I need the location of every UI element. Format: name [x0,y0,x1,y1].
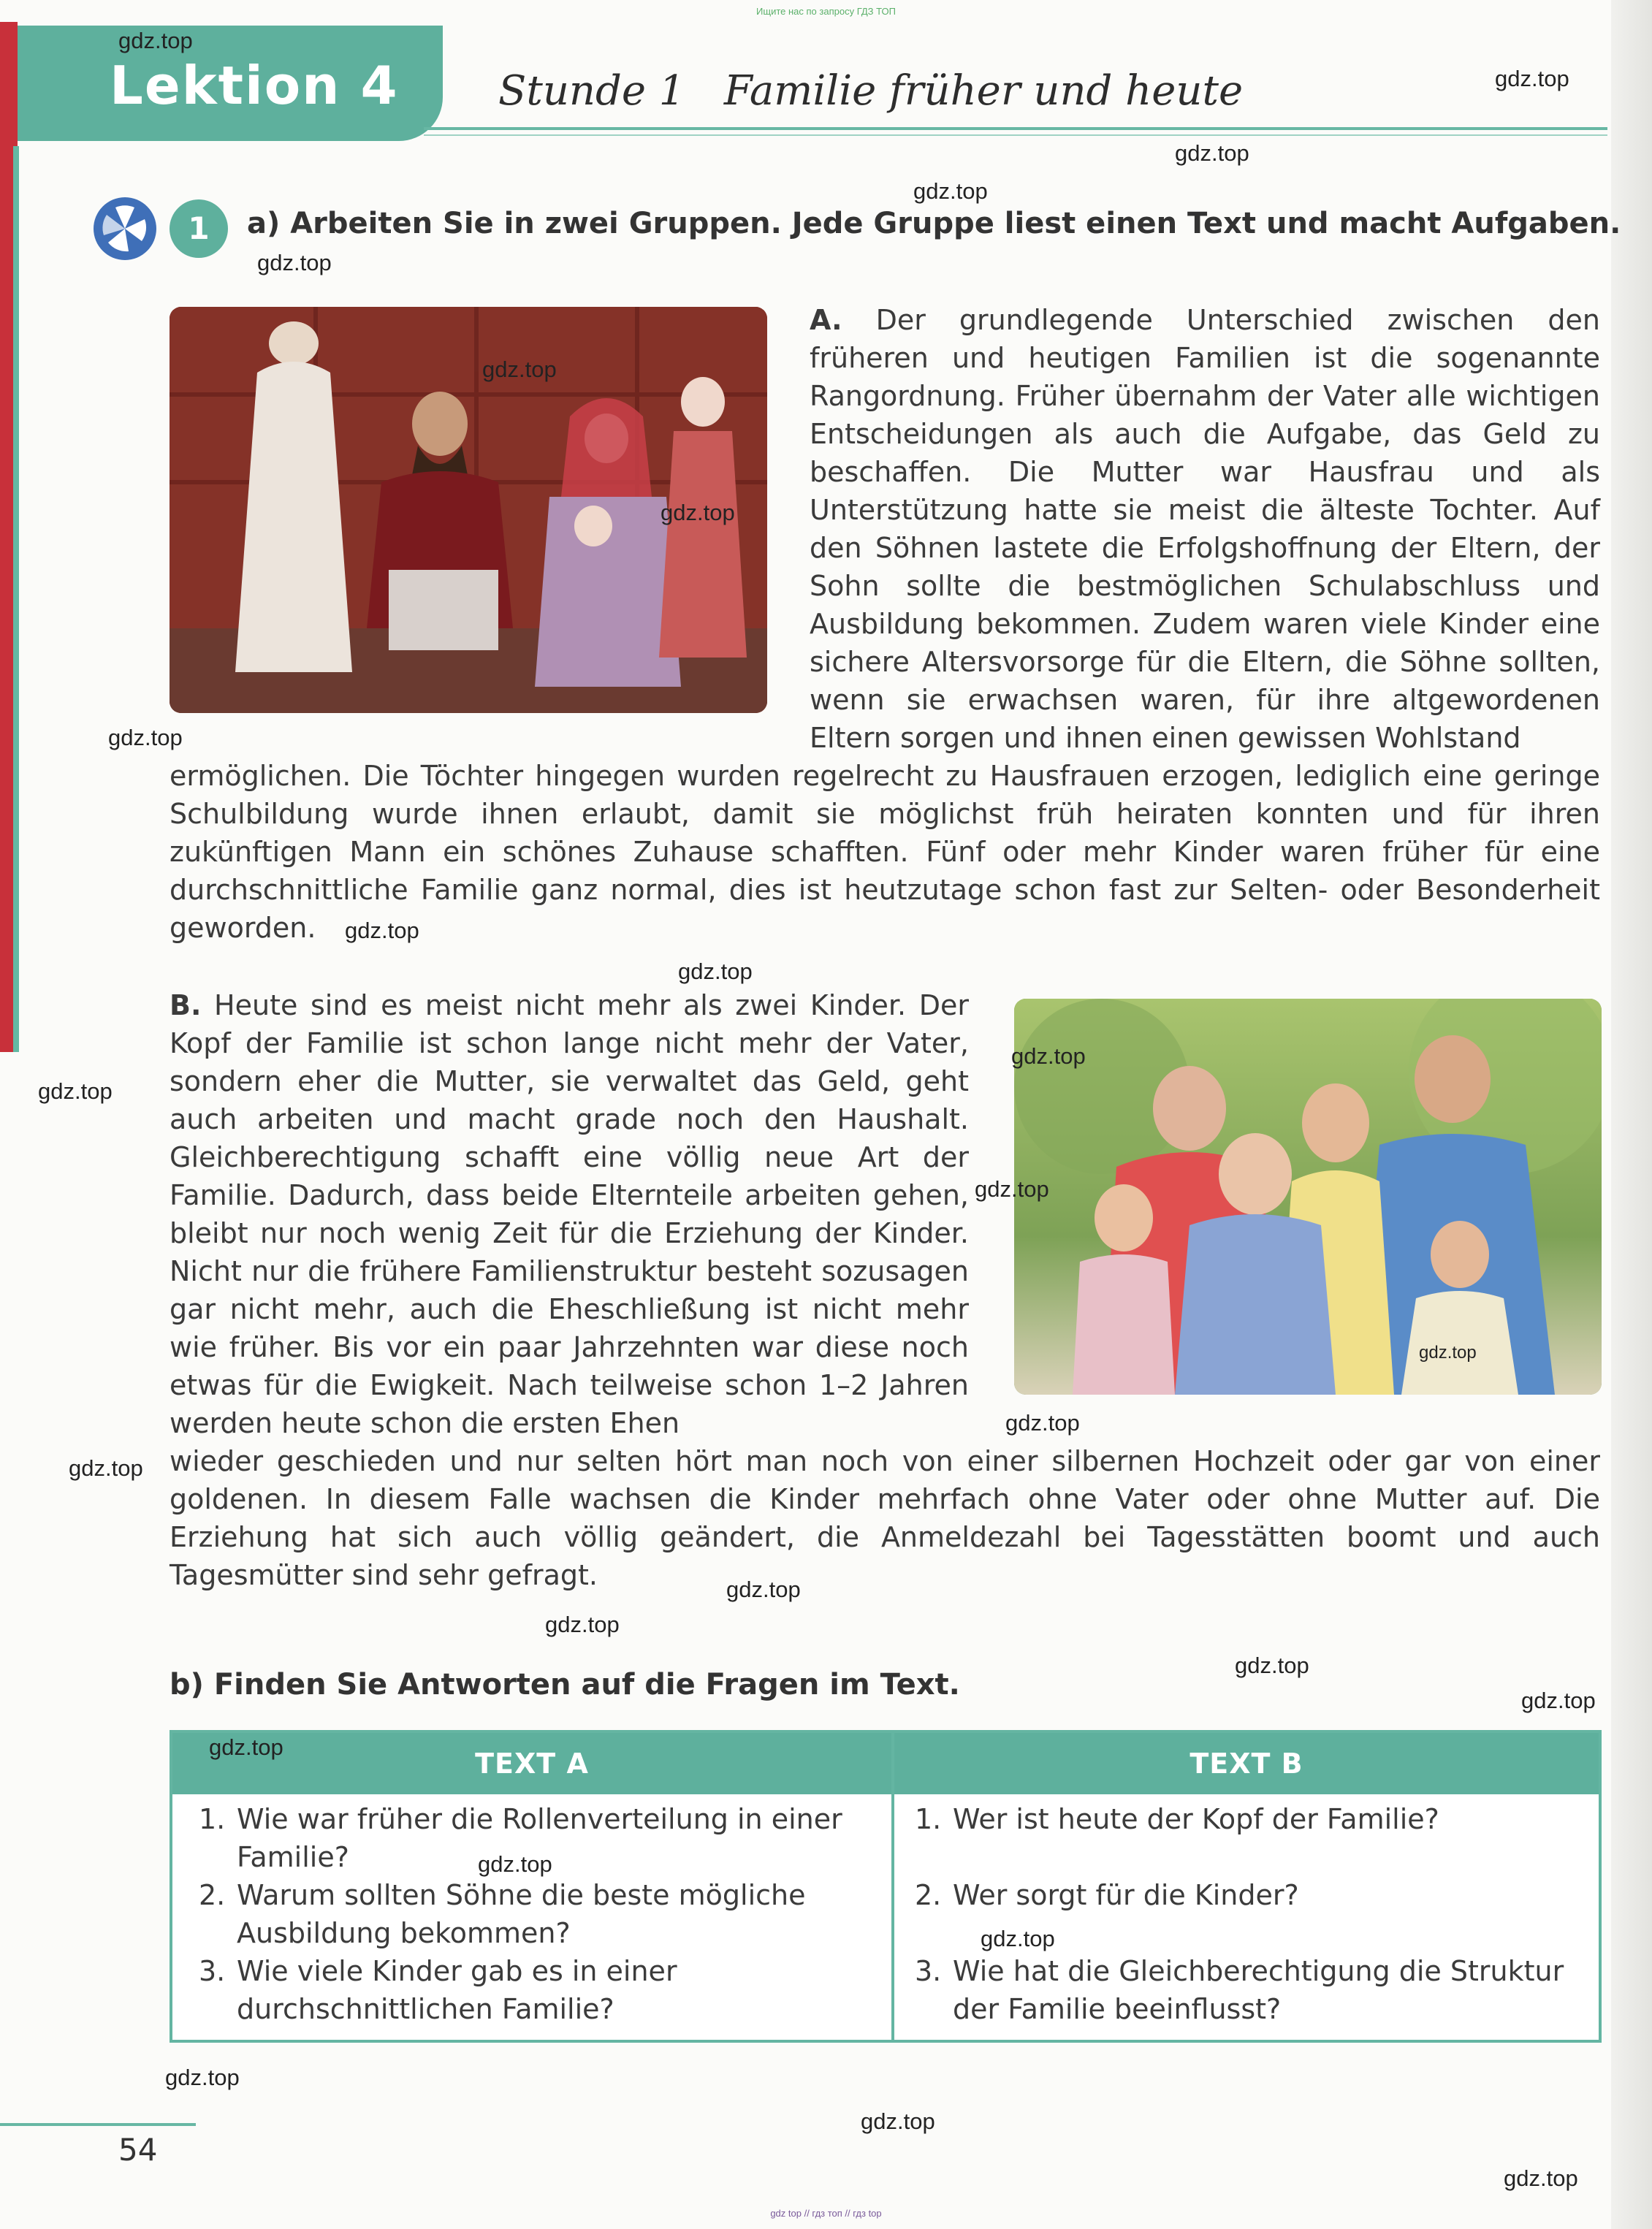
watermark: gdz.top [726,1577,801,1602]
watermark: gdz.top [981,1926,1055,1951]
lesson-title: Lektion 4 [110,55,399,116]
header-rule [424,127,1607,130]
question-b-2: 2. Wer sorgt für die Kinder? [915,1879,1299,1911]
task-1b-instruction: b) Finden Sie Antworten auf die Fragen im Text. [170,1668,960,1702]
watermark: gdz.top [678,959,753,984]
stunde-label: Stunde 1 [498,67,685,115]
question-a-2: 2. Warum sollten Söhne die beste mögliche Ausbildung bekommen? [199,1879,806,1949]
watermark: gdz.top [69,1455,143,1481]
page-number: 54 [118,2132,158,2168]
text-b-paragraph-part1 [170,986,969,1442]
watermark: gdz.top [913,178,988,204]
column-divider [891,1733,894,2040]
page-gutter-shade [1611,0,1652,2229]
bottom-note: gdz top // гдз топ // гдз top [770,2208,882,2219]
watermark: gdz.top [345,918,419,943]
reading-task-icon [94,197,156,260]
watermark: gdz.top [478,1851,552,1877]
watermark: gdz.top [108,725,183,750]
questions-table [170,1730,1602,2043]
watermark: gdz.top [118,28,193,53]
watermark: gdz.top [1005,1410,1080,1436]
stunde-heading [498,67,1243,115]
modern-family-photo [1014,999,1602,1395]
column-header-text-b: TEXT B [1189,1748,1303,1780]
questions-a-list [199,1800,859,2028]
questions-b-list [915,1800,1572,2028]
text-b-part1: Heute sind es meist nicht mehr als zwei Kinder. Der Kopf der Familie ist schon lange nicht mehr der Vater, sondern eher die Mutter, sie verwaltet das Geld, geht auch arbeiten und macht grade noch den Haushalt. Gleichberechtigung schafft eine völlig neue Art der Familie. Dadurch, dass beide Elternteile arbeiten gehen, bleibt nur noch wenig Zeit für die Erziehung der Kinder. Nicht nur die frühere Familienstruktur besteht sozusagen gar nicht mehr, auch die Eheschließung ist nicht mehr wie früher. Bis vor ein paar Jahrzehnten war diese noch etwas für die Ewigkeit. Nach teilweise schon 1–2 Jahren werden heute schon die ersten Ehen [170,989,969,1439]
topic-label: Familie früher und heute [723,67,1244,115]
text-a-paragraph-part1 [810,301,1600,757]
watermark: gdz.top [545,1612,620,1637]
text-a-paragraph-part2: ermöglichen. Die Töchter hingegen wurden regelrecht zu Hausfrauen erzogen, lediglich eine geringe Schulbildung wurde ihnen erlaubt, damit sie möglichst früh heiraten konnten und für ihren zukünftigen Mann ein schönes Zuhause schafften. Fünf oder mehr Kinder waren früher für eine durchschnittliche Familie ganz normal, dies ist heutzutage schon fast zur Selten- oder Besonderheit geworden. [170,760,1600,944]
text-b-label: B. [170,989,202,1021]
question-b-1: 1. Wer ist heute der Kopf der Familie? [915,1803,1439,1835]
watermark: gdz.top [861,2108,935,2134]
footer-rule [0,2123,196,2126]
question-a-3: 3. Wie viele Kinder gab es in einer durchschnittlichen Familie? [199,1955,677,2025]
watermark: gdz.top [257,250,332,275]
watermark: gdz.top [1521,1688,1596,1713]
text-a-part1: Der grundlegende Unterschied zwischen den früheren und heutigen Familien ist die sogenannte Rangordnung. Früher übernahm der Vater alle wichtigen Entscheidungen als auch die Aufgabe, das Geld zu beschaffen. Die Mutter war Hausfrau und als Unterstützung hatte sie meist die älteste Tochter. Auf den Söhnen lastete die Erfolgshoffnung der Eltern, der Sohn sollte die bestmöglichen Schulabschluss und Ausbildung bekommen. Zudem waren viele Kinder eine sichere Altersvorsorge für die Eltern, die Söhne sollten, wenn sie erwachsen waren, für ihre altgewordenen Eltern sorgen und ihnen einen gewissen Wohlstand [810,304,1600,754]
watermark: gdz.top [165,2065,240,2090]
watermark: gdz.top [1495,66,1569,91]
margin-green-rail [13,146,19,1052]
watermark: gdz.top [1419,1343,1477,1363]
task-1a-instruction: a) Arbeiten Sie in zwei Gruppen. Jede Gruppe liest einen Text und macht Aufgaben. [247,207,1621,240]
task-number-badge: 1 [170,199,228,258]
watermark: gdz.top [1504,2165,1578,2191]
question-b-3: 3. Wie hat die Gleichberechtigung die Struktur der Familie beeinflusst? [915,1955,1564,2025]
watermark: gdz.top [209,1734,283,1760]
top-note: Ищите нас по запросу ГДЗ ТОП [756,6,896,17]
question-a-1: 1. Wie war früher die Rollenverteilung in einer Familie? [199,1803,842,1873]
column-header-text-a: TEXT A [475,1748,589,1780]
text-a-label: A. [810,304,842,336]
header-rule-thin [424,134,1607,136]
watermark: gdz.top [661,500,735,525]
watermark: gdz.top [1235,1653,1309,1678]
watermark: gdz.top [38,1078,113,1104]
watermark: gdz.top [975,1176,1049,1202]
watermark: gdz.top [1175,140,1249,166]
watermark: gdz.top [482,357,557,382]
text-b-paragraph-part2: wieder geschieden und nur selten hört man noch von einer silbernen Hochzeit oder gar von einer goldenen. In diesem Falle wachsen die Kinder mehrfach ohne Vater oder ohne Mutter auf. Die Erziehung hat sich auch völlig geändert, die Anmeldezahl bei Tagesstätten boomt und auch Tagesmütter sind sehr gefragt. [170,1445,1600,1591]
watermark: gdz.top [1011,1043,1086,1069]
pinwheel-icon [94,197,156,260]
